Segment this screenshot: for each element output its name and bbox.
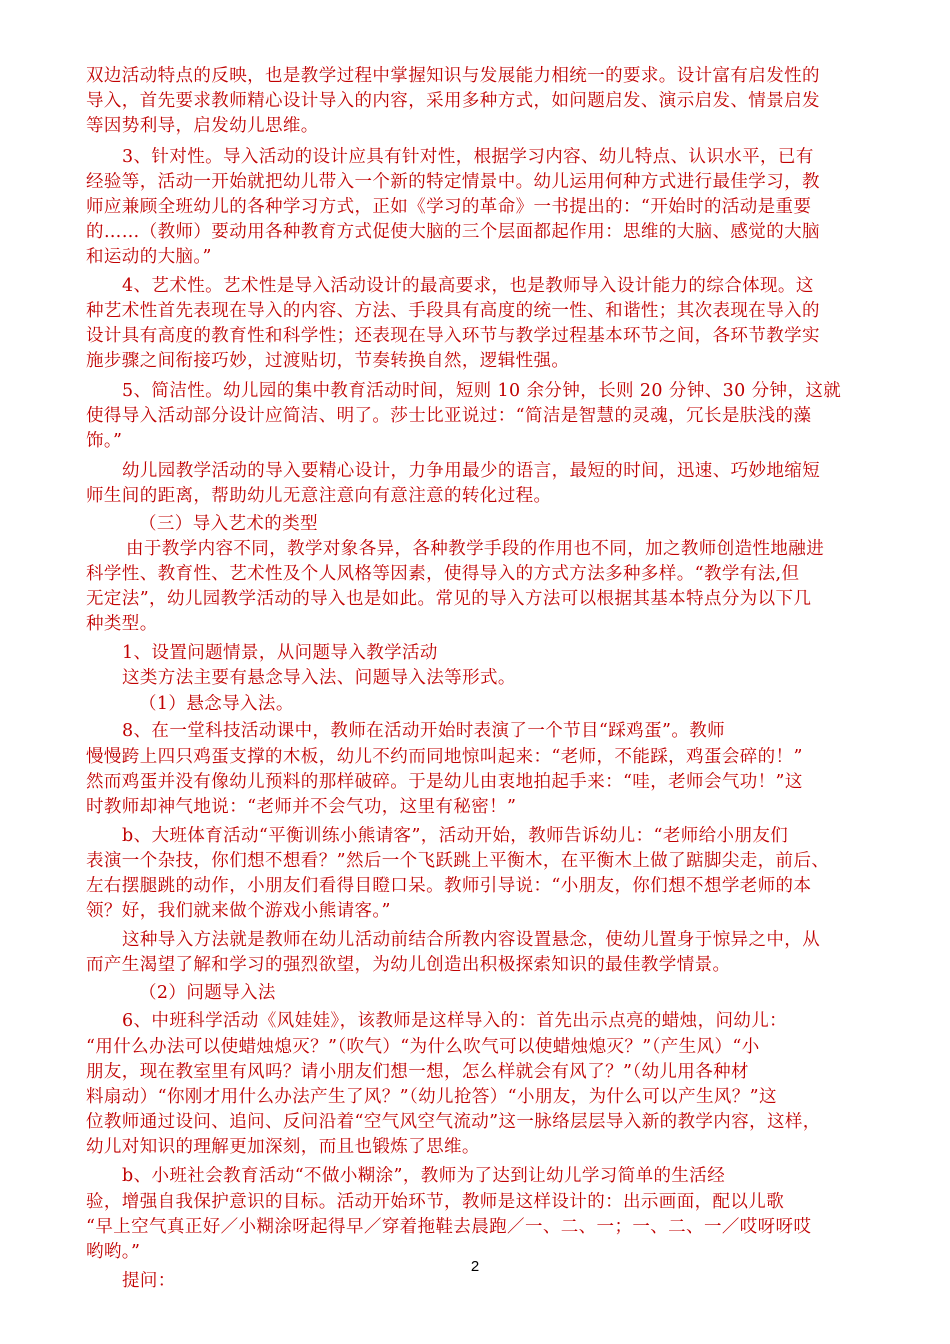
text-line: 验，增强自我保护意识的目标。活动开始环节，教师是这样设计的：出示画面，配以儿歌: [86, 1192, 785, 1212]
text-line: 5、简洁性。幼儿园的集中教育活动时间，短则 10 余分钟，长则 20 分钟、30 分钟，这就: [122, 381, 842, 401]
text-line: 这种导入方法就是教师在幼儿活动前结合所教内容设置悬念，使幼儿置身于惊异之中，从: [122, 930, 821, 950]
text-line: 无定法”，幼儿园教学活动的导入也是如此。常见的导入方法可以根据其基本特点分为以下几: [86, 589, 812, 609]
text-line: 施步骤之间衔接巧妙，过渡贴切，节奏转换自然，逻辑性强。: [86, 351, 570, 371]
text-line: b、大班体育活动“平衡训练小熊请客”，活动开始，教师告诉幼儿：“老师给小朋友们: [122, 826, 789, 846]
text-line: 经验等，活动一开始就把幼儿带入一个新的特定情景中。幼儿运用何种方式进行最佳学习，教: [86, 172, 820, 192]
text-line: 科学性、教育性、艺术性及个人风格等因素，使得导入的方式方法多种多样。“教学有法,但: [86, 564, 800, 584]
text-line: 3、针对性。导入活动的设计应具有针对性，根据学习内容、幼儿特点、认识水平，已有: [122, 147, 814, 167]
text-line: 这类方法主要有悬念导入法、问题导入法等形式。: [122, 668, 516, 688]
text-line: b、小班社会教育活动“不做小糊涂”，教师为了达到让幼儿学习简单的生活经: [122, 1166, 726, 1186]
text-line: 使得导入活动部分设计应简洁、明了。莎士比亚说过：“简洁是智慧的灵魂，冗长是肤浅的藻: [86, 406, 812, 426]
text-line: 由于教学内容不同，教学对象各异，各种教学手段的作用也不同，加之教师创造性地融进: [126, 539, 825, 559]
text-line: 而产生渴望了解和学习的强烈欲望，为幼儿创造出积极探索知识的最佳教学情景。: [86, 955, 731, 975]
text-line: 4、艺术性。艺术性是导入活动设计的最高要求，也是教师导入设计能力的综合体现。这: [122, 276, 814, 296]
text-line: 朋友，现在教室里有风吗？请小朋友们想一想，怎么样就会有风了？”（幼儿用各种材: [86, 1062, 749, 1082]
text-line: 种艺术性首先表现在导入的内容、方法、手段具有高度的统一性、和谐性；其次表现在导入的: [86, 301, 820, 321]
text-line: 位教师通过设问、追问、反问沿着“空气风空气流动”这一脉络层层导入新的教学内容，这样，: [86, 1112, 821, 1132]
text-line: 双边活动特点的反映，也是教学过程中掌握知识与发展能力相统一的要求。设计富有启发性的: [86, 66, 820, 86]
text-line: 慢慢跨上四只鸡蛋支撑的木板，幼儿不约而同地惊叫起来：“老师，不能踩，鸡蛋会碎的！”: [86, 747, 803, 767]
text-line: 种类型。: [86, 614, 158, 634]
text-line: 和运动的大脑。”: [86, 247, 212, 267]
text-line: 师生间的距离，帮助幼儿无意注意向有意注意的转化过程。: [86, 486, 552, 506]
text-line: 6、中班科学活动《风娃娃》，该教师是这样导入的：首先出示点亮的蜡烛，问幼儿：: [122, 1011, 788, 1031]
page-number: 2: [470, 1258, 480, 1275]
text-line: 8、在一堂科技活动课中，教师在活动开始时表演了一个节目“踩鸡蛋”。教师: [122, 721, 726, 741]
text-line: “用什么办法可以使蜡烛熄灭？”（吹气）“为什么吹气可以使蜡烛熄灭？”（产生风）“小: [86, 1037, 760, 1057]
text-line: 幼儿对知识的理解更加深刻，而且也锻炼了思维。: [86, 1137, 480, 1157]
text-line: 哟哟。”: [86, 1242, 141, 1262]
text-line: 导入，首先要求教师精心设计导入的内容，采用多种方式，如问题启发、演示启发、情景启发: [86, 91, 820, 111]
subsection-heading: （2）问题导入法: [139, 983, 276, 1003]
text-line: 表演一个杂技，你们想不想看？”然后一个飞跃跳上平衡木，在平衡木上做了踮脚尖走，前后、: [86, 851, 830, 871]
subsection-heading: （1）悬念导入法。: [139, 694, 294, 714]
text-line: 设计具有高度的教育性和科学性；还表现在导入环节与教学过程基本环节之间，各环节教学实: [86, 326, 820, 346]
text-line: 等因势利导，启发幼儿思维。: [86, 116, 319, 136]
text-line: 幼儿园教学活动的导入要精心设计，力争用最少的语言，最短的时间，迅速、巧妙地缩短: [122, 461, 821, 481]
section-heading: （三）导入艺术的类型: [139, 514, 318, 534]
text-line: 然而鸡蛋并没有像幼儿预料的那样破碎。于是幼儿由衷地拍起手来：“哇，老师会气功！”这: [86, 772, 803, 792]
text-line: 领？好，我们就来做个游戏小熊请客。”: [86, 901, 391, 921]
text-line: 时教师却神气地说：“老师并不会气功，这里有秘密！”: [86, 797, 517, 817]
text-line: “早上空气真正好／小糊涂呀起得早／穿着拖鞋去晨跑／一、二、一；一、二、一／哎呀呀哎: [86, 1217, 812, 1237]
text-line: 左右摆腿跳的动作，小朋友们看得目瞪口呆。教师引导说：“小朋友，你们想不想学老师的本: [86, 876, 812, 896]
text-line: 师应兼顾全班幼儿的各种学习方式，正如《学习的革命》一书提出的：“开始时的活动是重要: [86, 197, 812, 217]
text-line: 饰。”: [86, 431, 123, 451]
text-line: 料扇动）“你刚才用什么办法产生了风？”（幼儿抢答）“小朋友，为什么可以产生风？”这: [86, 1087, 777, 1107]
text-line: 1、设置问题情景，从问题导入教学活动: [122, 643, 438, 663]
text-line: 提问：: [122, 1271, 176, 1291]
text-line: 的……（教师）要动用各种教育方式促使大脑的三个层面都起作用：思维的大脑、感觉的大脑: [86, 222, 820, 242]
